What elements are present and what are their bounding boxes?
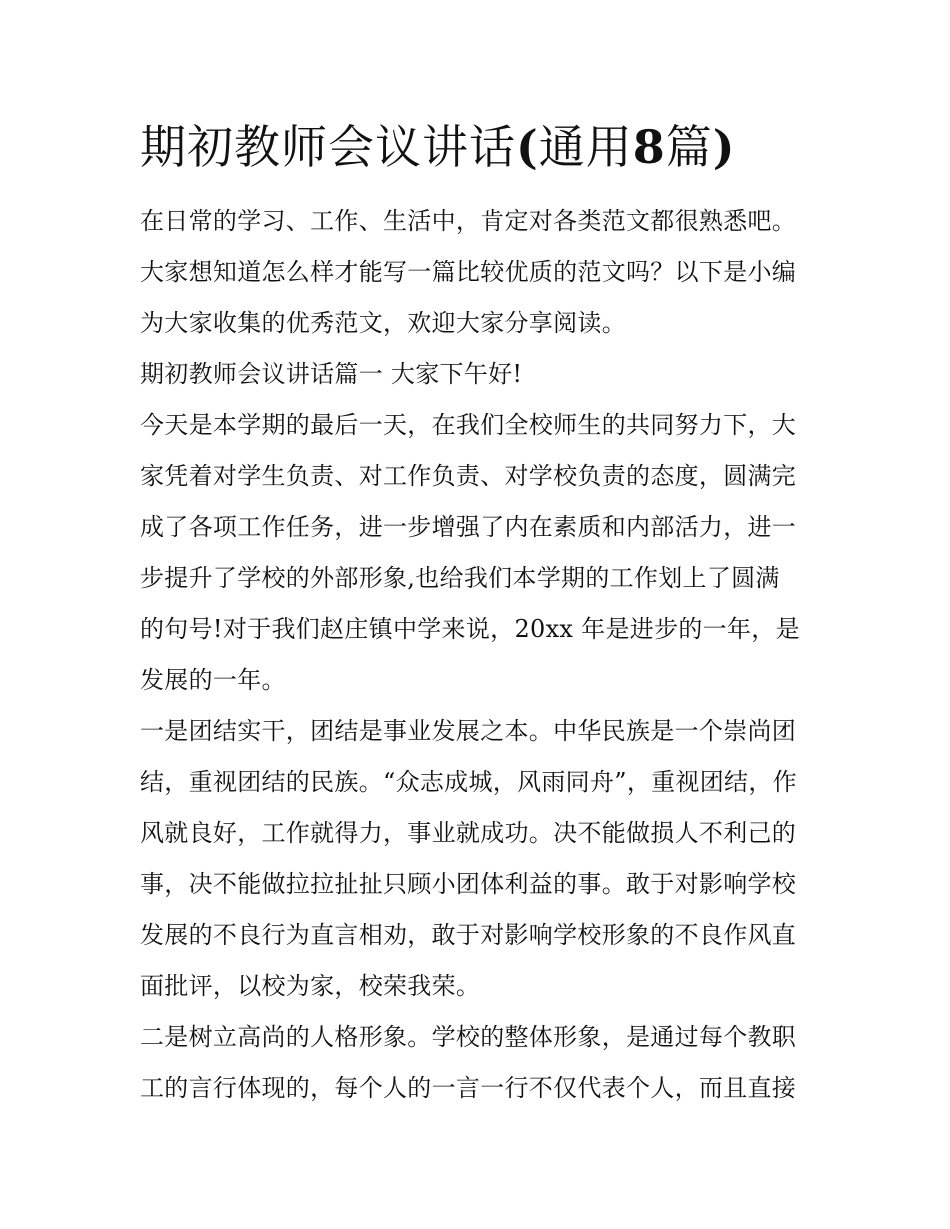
title-open-paren: ( (516, 120, 539, 174)
text-line: 成了各项工作任务，进一步增强了内在素质和内部活力，进一 (140, 513, 797, 541)
text-line: 大家想知道怎么样才能写一篇比较优质的范文吗？以下是小编 (140, 258, 797, 286)
text-line: 的句号!对于我们赵庄镇中学来说，20xx 年是进步的一年，是 (140, 615, 800, 643)
text-line: 家凭着对学生负责、对工作负责、对学校负责的态度，圆满完 (140, 462, 797, 490)
title-number: 8 (632, 120, 666, 174)
text-line: 发展的不良行为直言相劝，敢于对影响学校形象的不良作风直 (140, 921, 797, 949)
text-line: 面批评，以校为家，校荣我荣。 (140, 972, 481, 1000)
title-text: 期初教师会议讲话 (140, 120, 516, 174)
section-heading-line: 期初教师会议讲话篇一 大家下午好! (140, 360, 523, 388)
text-line: 二是树立高尚的人格形象。学校的整体形象，是通过每个教职 (140, 1023, 797, 1051)
document-body (140, 196, 812, 1114)
text-line: 为大家收集的优秀范文，欢迎大家分享阅读。 (140, 309, 626, 337)
text-line: 发展的一年。 (140, 666, 286, 694)
text-line: 风就良好，工作就得力，事业就成功。决不能做损人不利己的 (140, 819, 797, 847)
title-pian: 篇 (665, 120, 713, 174)
title-close-paren: ) (712, 120, 736, 174)
title-general: 通用 (538, 120, 633, 174)
text-line: 步提升了学校的外部形象,也给我们本学期的工作划上了圆满 (140, 564, 780, 592)
text-line: 在日常的学习、工作、生活中，肯定对各类范文都很熟悉吧。 (140, 207, 797, 235)
text-line: 一是团结实干，团结是事业发展之本。中华民族是一个崇尚团 (140, 717, 797, 745)
document-title (140, 114, 840, 180)
text-line: 事，决不能做拉拉扯扯只顾小团体利益的事。敢于对影响学校 (140, 870, 797, 898)
text-line: 结，重视团结的民族。“众志成城，风雨同舟”，重视团结，作 (140, 768, 797, 796)
text-line: 今天是本学期的最后一天，在我们全校师生的共同努力下，大 (140, 411, 797, 439)
text-line: 工的言行体现的，每个人的一言一行不仅代表个人，而且直接 (140, 1074, 797, 1102)
